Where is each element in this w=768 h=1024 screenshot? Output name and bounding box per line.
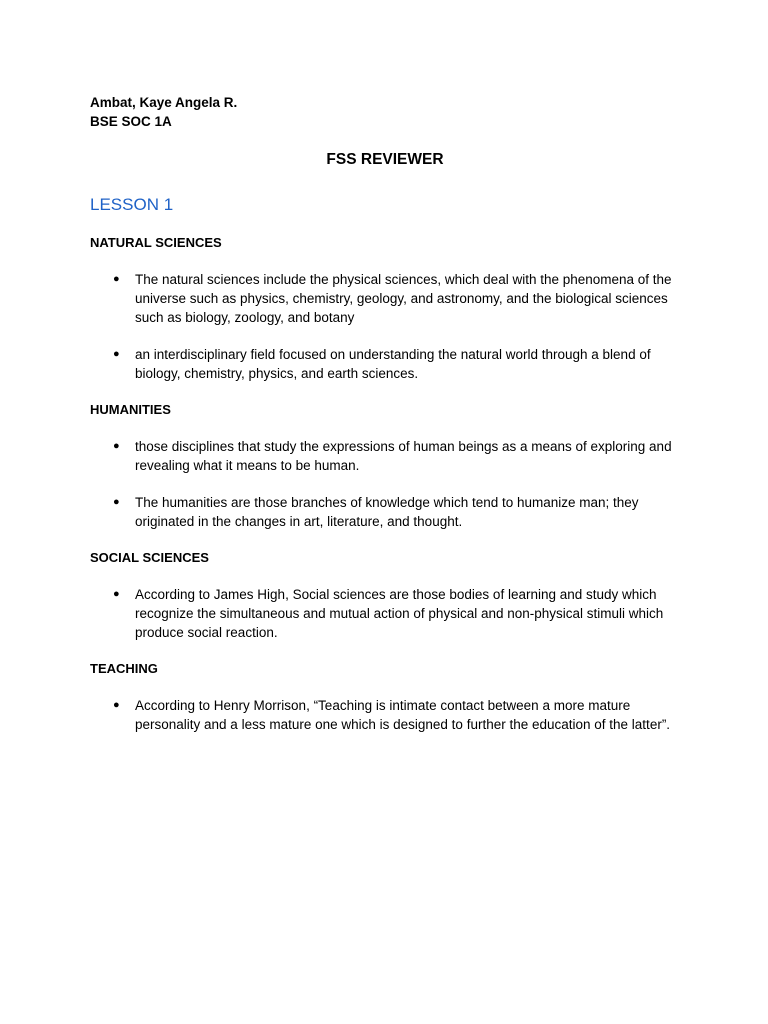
section (90, 549, 680, 642)
bullet-item (90, 270, 680, 327)
section (90, 660, 680, 734)
bullet-text: an interdisciplinary field focused on understanding the natural world through a blend of biology, chemistry, physics, and earth sciences. (135, 347, 651, 381)
bullet-item (90, 345, 680, 383)
bullet-text: The natural sciences include the physical sciences, which deal with the phenomena of the universe such as physics, chemistry, geology, and astronomy, and the biological sciences such as biology, zoology, and botany (135, 272, 672, 325)
bullet-item (90, 493, 680, 531)
bullet-list (90, 270, 680, 383)
bullet-icon: ● (113, 588, 120, 600)
section (90, 234, 680, 383)
bullet-text: The humanities are those branches of knowledge which tend to humanize man; they originated in the changes in art, literature, and thought. (135, 495, 639, 529)
bullet-text: According to Henry Morrison, “Teaching is intimate contact between a more mature personality and a less mature one which is designed to further the education of the latter”. (135, 698, 671, 732)
bullet-icon: ● (113, 440, 120, 452)
section-heading: HUMANITIES (90, 402, 171, 417)
bullet-item (90, 585, 680, 642)
sections-container (90, 234, 680, 734)
bullet-list (90, 585, 680, 642)
bullet-item (90, 437, 680, 475)
bullet-list (90, 437, 680, 531)
bullet-text: those disciplines that study the expressions of human beings as a means of exploring and revealing what it means to be human. (135, 439, 672, 473)
section-heading: NATURAL SCIENCES (90, 235, 222, 250)
bullet-list (90, 696, 680, 734)
bullet-text: According to James High, Social sciences are those bodies of learning and study which recognize the simultaneous and mutual action of physical and non-physical stimuli which produce social reaction. (135, 587, 664, 640)
bullet-icon: ● (113, 348, 120, 360)
bullet-icon: ● (113, 273, 120, 285)
document-title: FSS REVIEWER (326, 151, 444, 168)
bullet-item (90, 696, 680, 734)
lesson-heading: LESSON 1 (90, 195, 174, 214)
section-heading: TEACHING (90, 661, 158, 676)
bullet-icon: ● (113, 699, 120, 711)
author-name: Ambat, Kaye Angela R. (90, 95, 238, 110)
section (90, 401, 680, 531)
section-heading: SOCIAL SCIENCES (90, 550, 209, 565)
course-section: BSE SOC 1A (90, 114, 172, 129)
bullet-icon: ● (113, 496, 120, 508)
